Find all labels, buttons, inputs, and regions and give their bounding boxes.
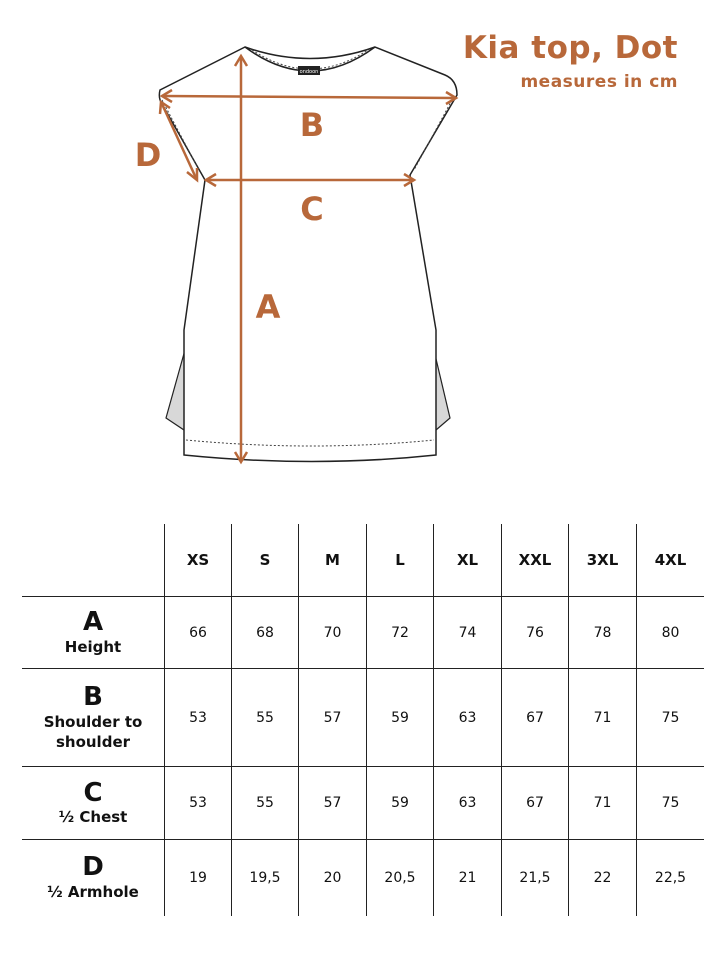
row-header-a xyxy=(22,597,165,669)
cell-a-3xl: 78 xyxy=(569,597,637,669)
page-title: Kia top, Dot xyxy=(462,30,678,66)
row-label-a: Height xyxy=(64,637,122,656)
table-header-row xyxy=(22,524,704,597)
header-size-xl: XL xyxy=(434,524,502,597)
cell-b-m: 57 xyxy=(299,669,367,767)
cell-b-l: 59 xyxy=(367,669,434,767)
row-header-c xyxy=(22,767,165,840)
cell-c-xl: 63 xyxy=(434,767,502,840)
header-size-xs: XS xyxy=(165,524,232,597)
cell-d-xs: 19 xyxy=(165,840,232,916)
cell-c-m: 57 xyxy=(299,767,367,840)
cell-b-xs: 53 xyxy=(165,669,232,767)
cell-d-xxl: 21,5 xyxy=(502,840,569,916)
header-size-xxl: XXL xyxy=(502,524,569,597)
cell-a-m: 70 xyxy=(299,597,367,669)
header-size-s: S xyxy=(232,524,299,597)
label-a: A xyxy=(255,288,281,326)
label-b: B xyxy=(299,106,325,144)
table-row-b xyxy=(22,669,704,767)
row-label-c: ½ Chest xyxy=(58,808,128,827)
cell-a-s: 68 xyxy=(232,597,299,669)
label-d: D xyxy=(134,136,162,174)
header-size-4xl: 4XL xyxy=(637,524,705,597)
cell-c-3xl: 71 xyxy=(569,767,637,840)
label-c: C xyxy=(300,190,324,228)
row-header-d xyxy=(22,840,165,916)
cell-d-4xl: 22,5 xyxy=(637,840,705,916)
cell-c-4xl: 75 xyxy=(637,767,705,840)
row-letter-d: D xyxy=(82,852,104,883)
cell-a-xs: 66 xyxy=(165,597,232,669)
cell-b-xxl: 67 xyxy=(502,669,569,767)
row-header-b xyxy=(22,669,165,767)
row-label-d: ½ Armhole xyxy=(47,882,139,901)
cell-b-3xl: 71 xyxy=(569,669,637,767)
cell-a-xxl: 76 xyxy=(502,597,569,669)
row-letter-c: C xyxy=(83,777,103,808)
cell-c-xs: 53 xyxy=(165,767,232,840)
header-empty-cell xyxy=(22,524,165,597)
table-row-a xyxy=(22,597,704,669)
cell-c-xxl: 67 xyxy=(502,767,569,840)
table-row-c xyxy=(22,767,704,840)
cell-b-xl: 63 xyxy=(434,669,502,767)
cell-d-m: 20 xyxy=(299,840,367,916)
header-size-l: L xyxy=(367,524,434,597)
header-size-3xl: 3XL xyxy=(569,524,637,597)
cell-a-l: 72 xyxy=(367,597,434,669)
header-size-m: M xyxy=(299,524,367,597)
cell-c-l: 59 xyxy=(367,767,434,840)
row-letter-a: A xyxy=(82,607,104,638)
cell-d-s: 19,5 xyxy=(232,840,299,916)
cell-c-s: 55 xyxy=(232,767,299,840)
cell-d-3xl: 22 xyxy=(569,840,637,916)
table-row-d xyxy=(22,840,704,916)
neck-tag-text: ondoon xyxy=(299,69,319,75)
row-letter-b: B xyxy=(83,681,103,712)
cell-b-s: 55 xyxy=(232,669,299,767)
row-label-b: Shoulder to shoulder xyxy=(43,712,143,751)
page-subtitle: measures in cm xyxy=(520,72,678,92)
cell-d-xl: 21 xyxy=(434,840,502,916)
size-chart-table xyxy=(22,524,704,916)
cell-a-xl: 74 xyxy=(434,597,502,669)
cell-a-4xl: 80 xyxy=(637,597,705,669)
cell-d-l: 20,5 xyxy=(367,840,434,916)
cell-b-4xl: 75 xyxy=(637,669,705,767)
